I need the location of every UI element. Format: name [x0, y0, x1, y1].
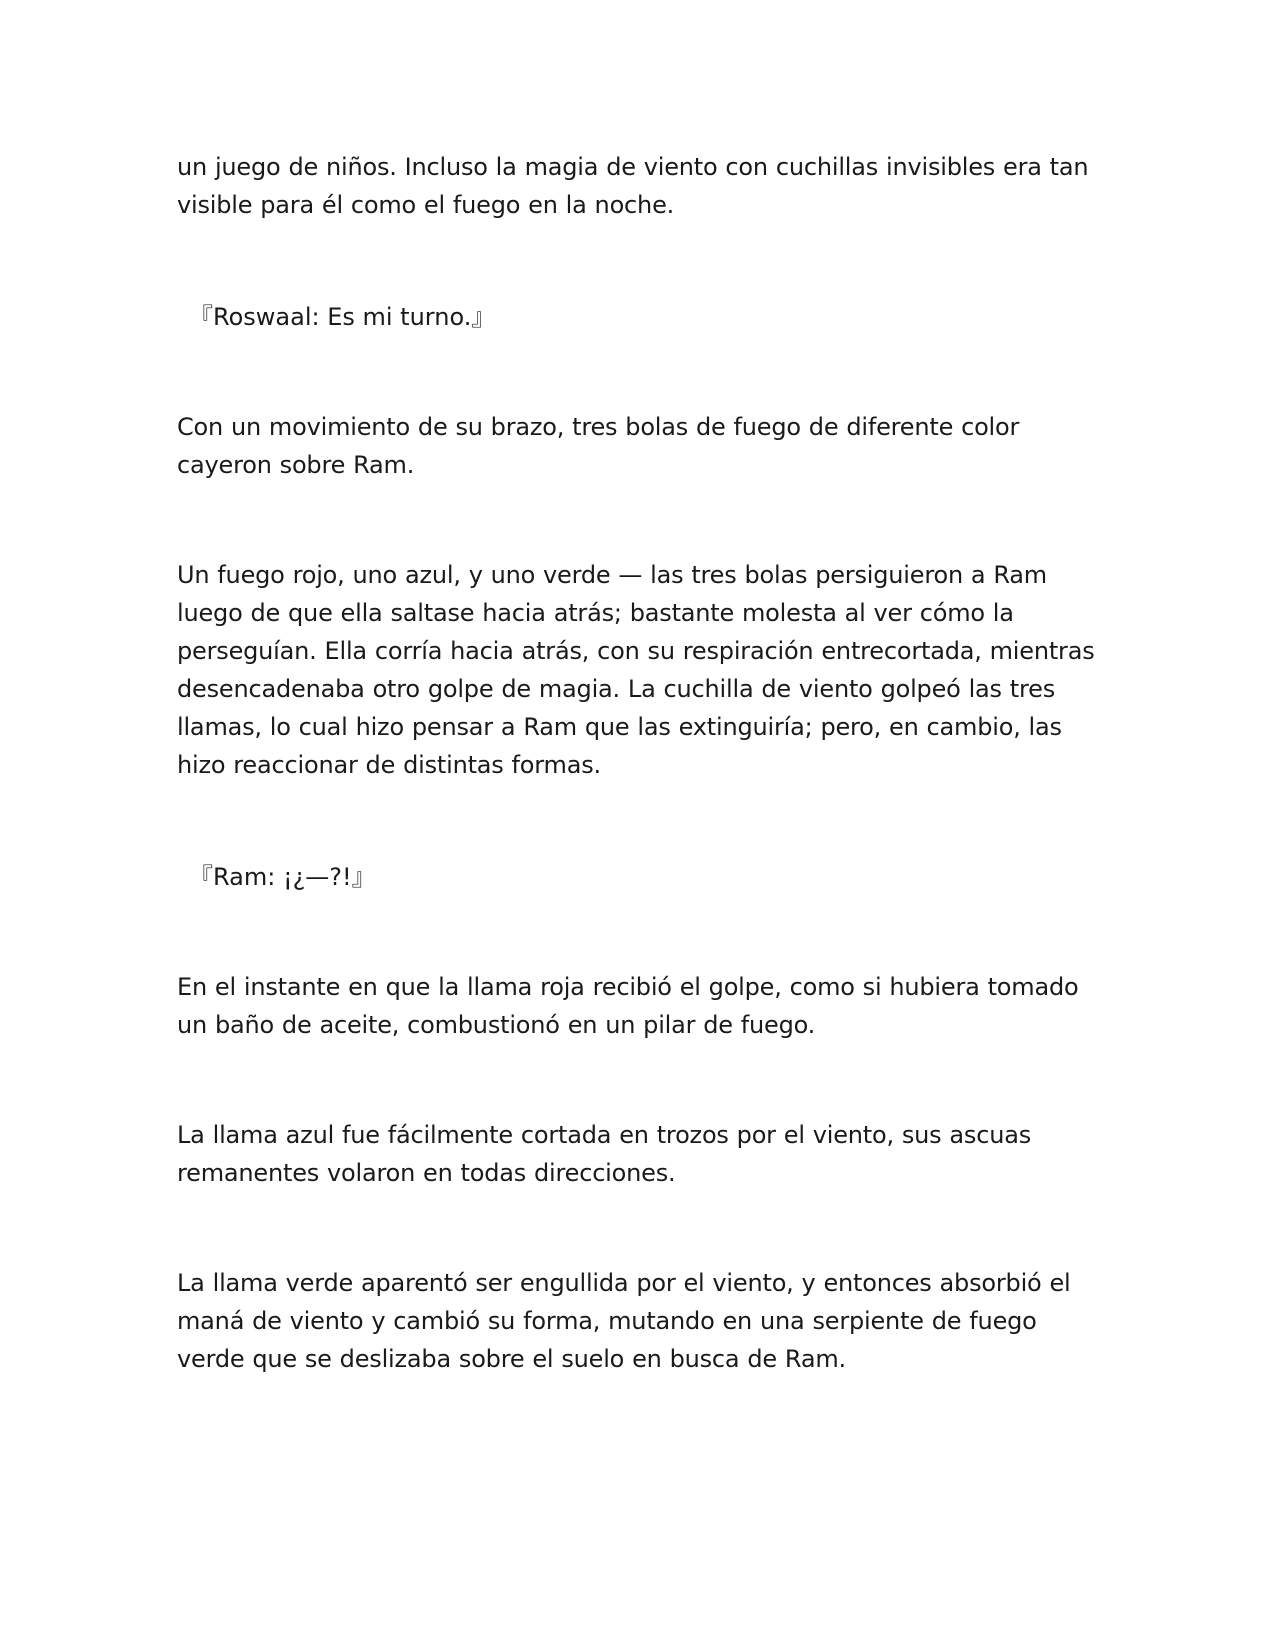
- paragraph-blue-flame: La llama azul fue fácilmente cortada en trozos por el viento, sus ascuas remanentes volaron en todas direcciones.: [177, 1121, 1032, 1187]
- paragraph-intro: un juego de niños. Incluso la magia de viento con cuchillas invisibles era tan visible para él como el fuego en la noche.: [177, 153, 1089, 219]
- text-column: [177, 148, 1097, 1378]
- paragraph-chase: Un fuego rojo, uno azul, y uno verde — las tres bolas persiguieron a Ram luego de que ella saltase hacia atrás; bastante molesta al ver cómo la perseguían. Ella corría hacia atrás, con su respiración entrecortada, mientras desencadenaba otro golpe de magia. La cuchilla de viento golpeó las tres llamas, lo cual hizo pensar a Ram que las extinguiría; pero, en cambio, las hizo reaccionar de distintas formas.: [177, 561, 1095, 779]
- paragraph-red-flame: En el instante en que la llama roja recibió el golpe, como si hubiera tomado un baño de aceite, combustionó en un pilar de fuego.: [177, 973, 1079, 1039]
- dialogue-roswaal: 『Roswaal: Es mi turno.』: [189, 303, 496, 331]
- dialogue-ram: 『Ram: ¡¿—?!』: [189, 863, 376, 891]
- paragraph-green-flame: La llama verde aparentó ser engullida por el viento, y entonces absorbió el maná de viento y cambió su forma, mutando en una serpiente de fuego verde que se deslizaba sobre el suelo en busca de Ram.: [177, 1269, 1071, 1373]
- paragraph-fireballs: Con un movimiento de su brazo, tres bolas de fuego de diferente color cayeron sobre Ram.: [177, 413, 1020, 479]
